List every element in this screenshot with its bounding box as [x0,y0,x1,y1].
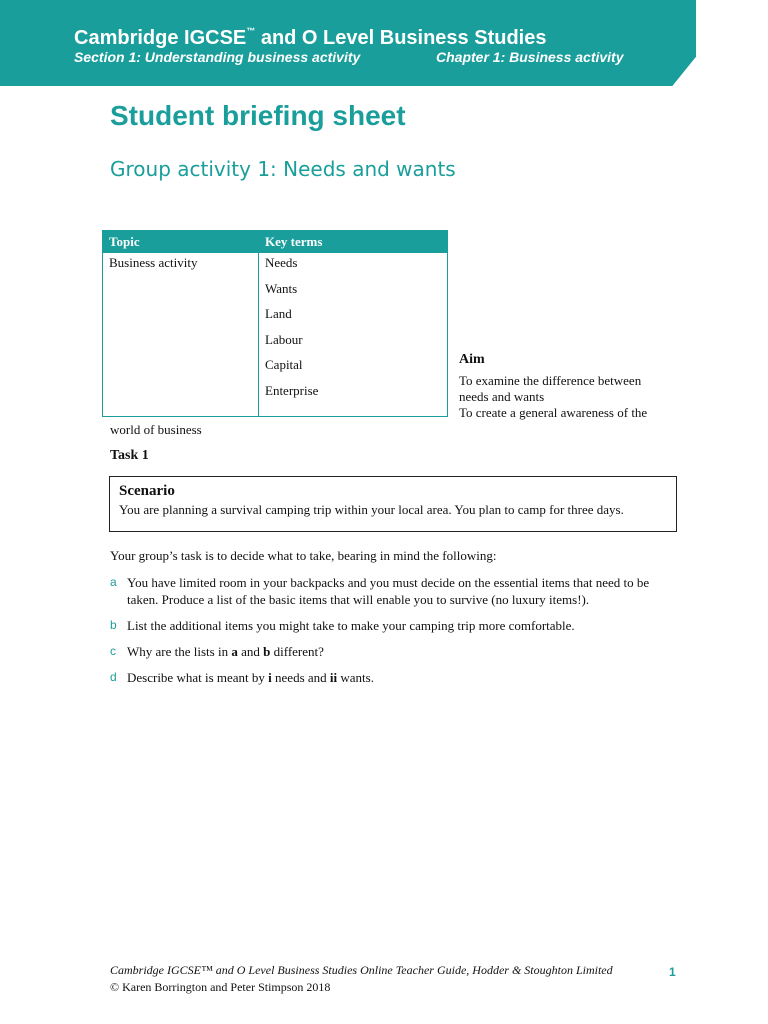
activity-title: Group activity 1: Needs and wants [110,157,456,181]
header-section: Section 1: Understanding business activity [74,49,361,65]
task-intro: Your group’s task is to decide what to take, bearing in mind the following: [110,548,497,563]
task-letter: b [110,618,117,632]
table-header-topic: Topic [103,231,259,253]
header-chapter: Chapter 1: Business activity [436,49,624,65]
table-header-key-terms: Key terms [259,231,448,253]
scenario-heading: Scenario [119,483,175,499]
key-term: Land [265,306,292,321]
task-letter: d [110,670,117,684]
aim-line-2: To create a general awareness of the [459,405,648,420]
table-header-row [103,231,448,253]
table-cell-key-terms [259,253,448,417]
task-item-d: d Describe what is meant by i needs and ii wants. [110,670,374,685]
scenario-box [109,476,677,532]
key-term: Wants [265,280,298,296]
task-letter: a [110,575,117,589]
aim-line-1: To examine the difference between needs and wants [459,373,642,404]
task-letter: c [110,644,116,658]
task-item-b [110,617,680,634]
page-title: Student briefing sheet [110,100,406,131]
footer-copyright: © Karen Borrington and Peter Stimpson 2018 [110,980,331,994]
table-cell-topic: Business activity [103,253,259,417]
scenario-text: You are planning a survival camping trip within your local area. You plan to camp for three days. [119,502,624,517]
task-item-text: List the additional items you might take to make your camping trip more comfortable. [127,618,575,633]
aim-line-2-continued: world of business [110,422,202,437]
task-heading: Task 1 [110,448,149,463]
key-term: Enterprise [265,382,319,398]
key-term: Labour [265,331,303,347]
task-item-a [110,574,680,608]
aim-heading: Aim [459,352,485,367]
page-number: 1 [669,965,676,979]
footer-reference: Cambridge IGCSE™ and O Level Business Studies Online Teacher Guide, Hodder & Stoughton Limited [110,963,613,977]
topic-table [102,230,448,417]
task-item-text: You have limited room in your backpacks and you must decide on the essential items that need to be taken. Produce a list of the basic items that will enable you to survive (no luxury items!). [127,575,650,607]
task-list [110,574,680,695]
aim-text [459,373,674,421]
header-title: Cambridge IGCSE™ and O Level Business Studies [74,26,547,49]
key-term: Capital [265,357,303,372]
key-term: Needs [265,255,298,270]
task-item-c: c Why are the lists in a and b different? [110,644,324,659]
table-row [103,253,448,417]
